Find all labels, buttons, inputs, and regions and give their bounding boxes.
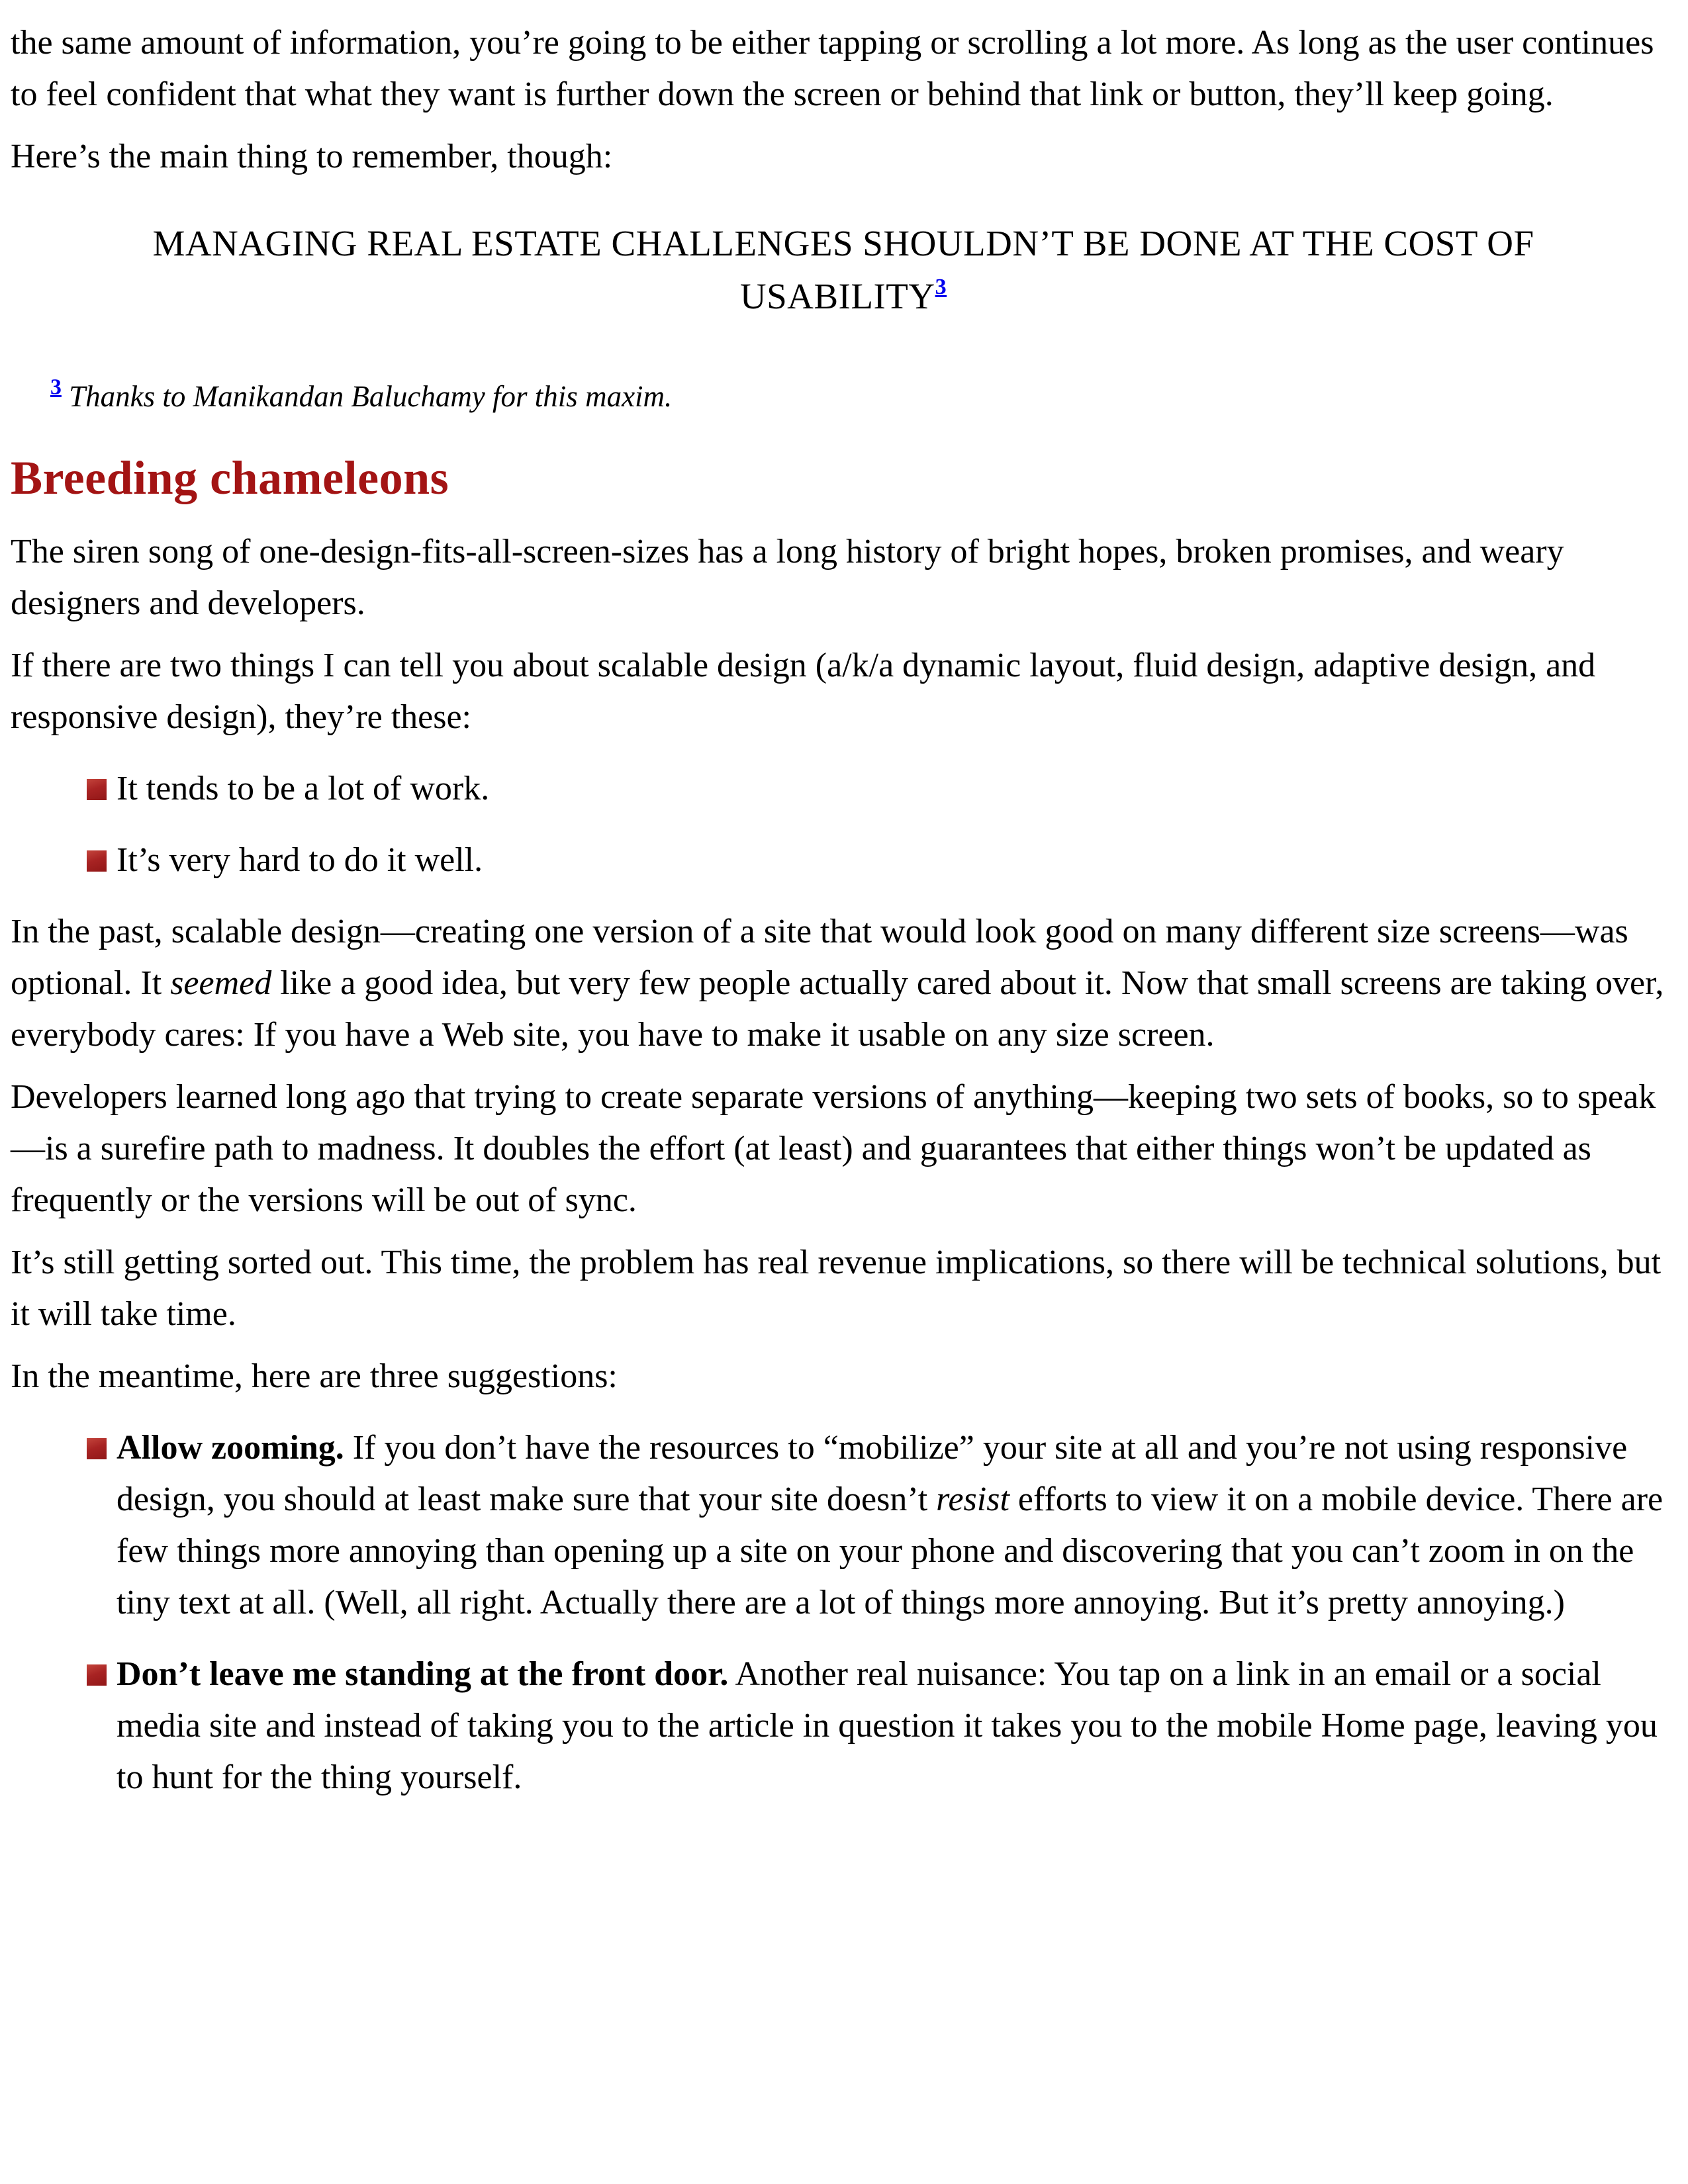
text-run-italic: resist [936, 1480, 1009, 1519]
text-run-italic: seemed [170, 964, 272, 1003]
pull-quote-heading [69, 217, 1618, 323]
paragraph-in-the-past [11, 906, 1676, 1061]
footnote-ref-link[interactable]: 3 [935, 274, 947, 299]
footnote-marker-link[interactable]: 3 [50, 374, 62, 399]
list-item [11, 835, 1676, 886]
footnote [50, 375, 1676, 420]
section-heading: Breeding chameleons [11, 451, 449, 504]
paragraph-main-thing [11, 131, 1676, 183]
footnote-text: Thanks to Manikandan Baluchamy for this maxim. [69, 379, 673, 413]
square-bullet-icon [87, 1438, 107, 1459]
list-item-text: It’s very hard to do it well. [117, 841, 483, 880]
suggestion-lead: Don’t leave me standing at the front door. [117, 1655, 729, 1694]
text-run: Developers learned long ago that trying to create separate versions of anything—keeping two sets of books, so to speak—is a surefire path to madness. It doubles the effort (at least) and guarantees that either things won’t be updated as frequently or the versions will be out of sync. [11, 1078, 1656, 1220]
text-run: It’s still getting sorted out. This time, the problem has real revenue implications, so there will be technical solutions, but it will take time. [11, 1244, 1662, 1334]
pull-quote-text: MANAGING REAL ESTATE CHALLENGES SHOULDN’T BE DONE AT THE COST OF USABILITY [152, 223, 1534, 316]
text-run: In the past, scalable design—creating one version of a site that would look good on many different size screens—was optional. It [11, 913, 1628, 1003]
text-run: If you don’t have the resources to “mobilize” your site at all and you’re not using responsive design, you should at least make sure that your site doesn’t [117, 1429, 1628, 1519]
square-bullet-icon [87, 779, 107, 800]
text-run: like a good idea, but very few people actually cared about it. Now that small screens are taking over, everybody cares: If you have a Web site, you have to make it usable on any size screen. [11, 964, 1664, 1054]
list-item-text: It tends to be a lot of work. [117, 770, 490, 808]
square-bullet-icon [87, 850, 107, 872]
text-run: If there are two things I can tell you about scalable design (a/k/a dynamic layout, fluid design, adaptive design, and responsive design), they’re these: [11, 647, 1596, 737]
text-run: In the meantime, here are three suggestions: [11, 1357, 618, 1396]
text-run: The siren song of one-design-fits-all-screen-sizes has a long history of bright hopes, broken promises, and weary designers and developers. [11, 533, 1564, 623]
square-bullet-icon [87, 1664, 107, 1686]
text-run: efforts to view it on a mobile device. There are few things more annoying than opening up a site on your phone and discovering that you can’t zoom in on the tiny text at all. (Well, all right. Actually there are a lot of things more annoying. But it’s pretty annoying.) [117, 1480, 1664, 1622]
suggestion-item [11, 1422, 1676, 1629]
paragraph-developers [11, 1071, 1676, 1226]
paragraph-sorted-out [11, 1237, 1676, 1340]
paragraph-meantime [11, 1351, 1676, 1402]
paragraph-siren-song [11, 526, 1676, 629]
paragraph-intro [11, 17, 1676, 120]
suggestion-lead: Allow zooming. [117, 1429, 344, 1467]
suggestion-item [11, 1649, 1676, 1803]
paragraph-two-things [11, 640, 1676, 743]
text-run: Another real nuisance: You tap on a link in an email or a social media site and instead of taking you to the article in question it takes you to the mobile Home page, leaving you to hunt for the thing yourself. [117, 1655, 1658, 1797]
text-run: the same amount of information, you’re going to be either tapping or scrolling a lot more. As long as the user continues to feel confident that what they want is further down the screen or behind that link or button, they’ll keep going. [11, 24, 1654, 113]
suggestions-list [11, 1422, 1676, 1803]
list-item [11, 763, 1676, 815]
text-run: Here’s the main thing to remember, though: [11, 138, 613, 175]
scalable-design-list [11, 763, 1676, 886]
